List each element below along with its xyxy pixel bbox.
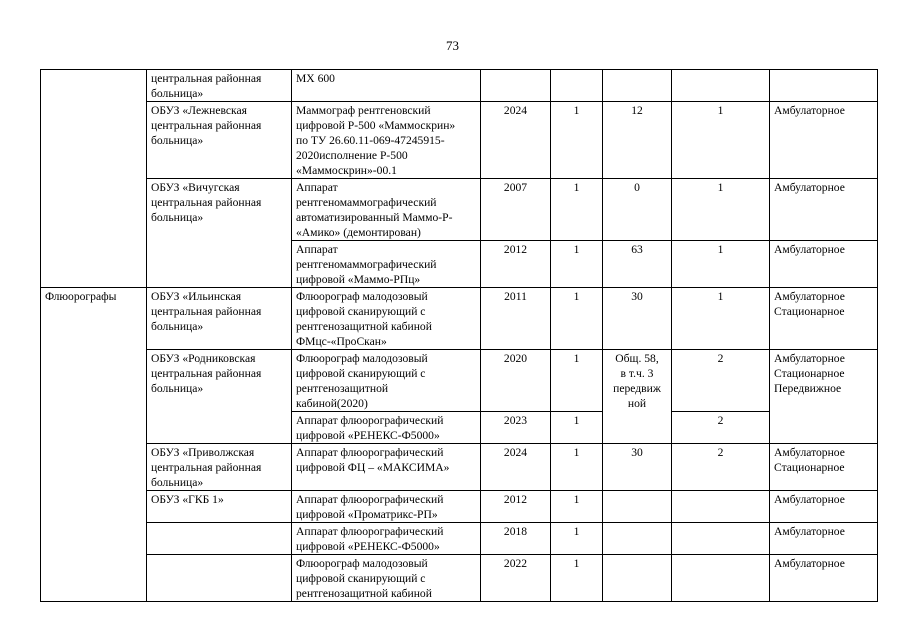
mode-cell: Амбулаторное [770,523,878,555]
year-cell: 2011 [481,288,551,350]
qty-cell: 1 [551,102,603,179]
qty-cell: 1 [551,412,603,444]
staff-cell [672,555,770,602]
device-cell: Аппарат флюорографический цифровой ФЦ – «МАКСИМА» [292,444,481,491]
load-cell: 63 [603,241,672,288]
mode-cell: Амбулаторное Стационарное Передвижное [770,350,878,444]
year-cell: 2023 [481,412,551,444]
mode-cell: Амбулаторное [770,102,878,179]
year-cell: 2012 [481,241,551,288]
staff-cell: 2 [672,444,770,491]
org-cell: ОБУЗ «Ильинская центральная районная больница» [147,288,292,350]
mode-cell: Амбулаторное [770,179,878,241]
staff-cell: 1 [672,102,770,179]
staff-cell: 1 [672,288,770,350]
mode-cell: Амбулаторное Стационарное [770,288,878,350]
table-row [41,491,878,523]
mode-cell [770,70,878,102]
year-cell: 2022 [481,555,551,602]
device-cell: MX 600 [292,70,481,102]
qty-cell: 1 [551,350,603,412]
mode-cell: Амбулаторное Стационарное [770,444,878,491]
load-cell: 30 [603,444,672,491]
org-cell [147,555,292,602]
load-cell: 12 [603,102,672,179]
load-cell [603,523,672,555]
device-cell: Флюорограф малодозовый цифровой сканирующий с рентгенозащитной кабиной(2020) [292,350,481,412]
qty-cell: 1 [551,555,603,602]
year-cell: 2012 [481,491,551,523]
staff-cell [672,70,770,102]
load-cell [603,555,672,602]
org-cell: ОБУЗ «Родниковская центральная районная больница» [147,350,292,444]
load-cell: 30 [603,288,672,350]
load-cell: 0 [603,179,672,241]
org-cell [147,523,292,555]
qty-cell: 1 [551,444,603,491]
load-cell [603,70,672,102]
device-cell: Аппарат флюорографический цифровой «РЕНЕКС-Ф5000» [292,412,481,444]
table-row [41,350,878,412]
staff-cell [672,491,770,523]
category-cell: Флюорографы [41,288,147,602]
mode-cell: Амбулаторное [770,241,878,288]
year-cell: 2018 [481,523,551,555]
table-row [41,555,878,602]
table-row [41,179,878,241]
qty-cell: 1 [551,491,603,523]
staff-cell [672,523,770,555]
load-cell [603,491,672,523]
qty-cell: 1 [551,523,603,555]
mode-cell: Амбулаторное [770,555,878,602]
staff-cell: 1 [672,179,770,241]
table-row [41,523,878,555]
staff-cell: 2 [672,350,770,412]
table-row [41,444,878,491]
year-cell: 2024 [481,102,551,179]
device-cell: Маммограф рентгеновский цифровой Р-500 «Маммоскрин» по ТУ 26.60.11-069-47245915- 2020исполнение Р-500 «Маммоскрин»-00.1 [292,102,481,179]
year-cell: 2020 [481,350,551,412]
table-row [41,70,878,102]
page-number: 73 [446,38,459,53]
device-cell: Аппарат флюорографический цифровой «Проматрикс-РП» [292,491,481,523]
table-row [41,102,878,179]
device-cell: Аппарат рентгеномаммографический автоматизированный Маммо-Р- «Амико» (демонтирован) [292,179,481,241]
org-cell: центральная районная больница» [147,70,292,102]
staff-cell: 2 [672,412,770,444]
year-cell: 2024 [481,444,551,491]
staff-cell: 1 [672,241,770,288]
device-cell: Аппарат флюорографический цифровой «РЕНЕКС-Ф5000» [292,523,481,555]
org-cell: ОБУЗ «Вичугская центральная районная больница» [147,179,292,288]
device-cell: Аппарат рентгеномаммографический цифровой «Маммо-РПц» [292,241,481,288]
category-cell [41,70,147,288]
qty-cell: 1 [551,288,603,350]
org-cell: ОБУЗ «Лежневская центральная районная больница» [147,102,292,179]
qty-cell: 1 [551,241,603,288]
org-cell: ОБУЗ «Приволжская центральная районная больница» [147,444,292,491]
year-cell: 2007 [481,179,551,241]
mode-cell: Амбулаторное [770,491,878,523]
year-cell [481,70,551,102]
device-cell: Флюорограф малодозовый цифровой сканирующий с рентгенозащитной кабиной ФМцс-«ПроСкан» [292,288,481,350]
qty-cell [551,70,603,102]
table-row [41,288,878,350]
device-cell: Флюорограф малодозовый цифровой сканирующий с рентгенозащитной кабиной [292,555,481,602]
qty-cell: 1 [551,179,603,241]
org-cell: ОБУЗ «ГКБ 1» [147,491,292,523]
load-cell: Общ. 58, в т.ч. 3 передвиж ной [603,350,672,444]
equipment-table [40,69,878,602]
